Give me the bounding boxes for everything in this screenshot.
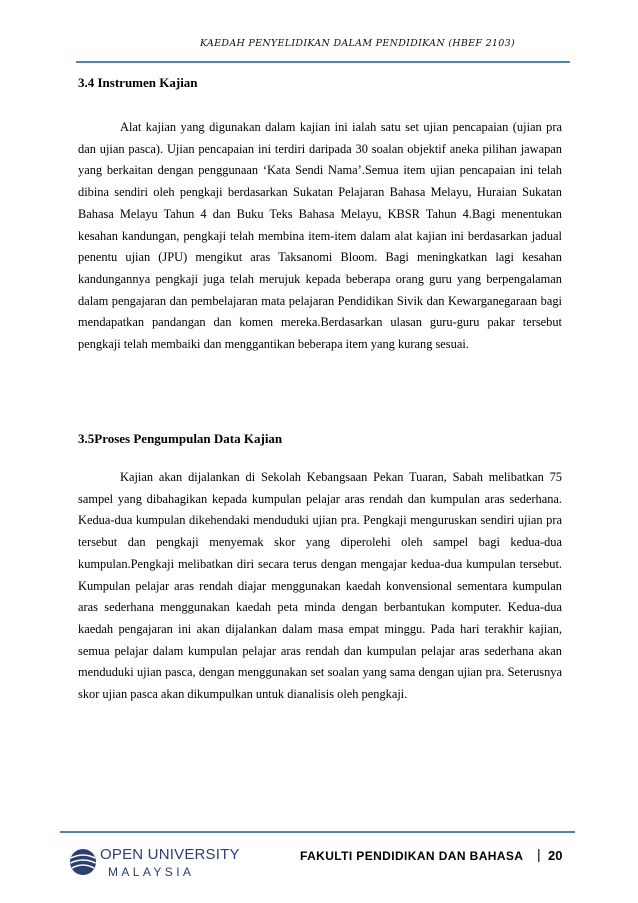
section-heading-3-5: 3.5Proses Pengumpulan Data Kajian: [78, 431, 283, 446]
globe-icon: [68, 847, 98, 877]
logo-text-open-university: OPEN UNIVERSITY: [100, 846, 240, 863]
footer-separator: |: [537, 846, 541, 862]
footer-rule: [60, 831, 575, 833]
section-paragraph-3-5: Kajian akan dijalankan di Sekolah Kebangsaan Pekan Tuaran, Sabah melibatkan 75 sampel yang dibahagikan kepada kumpulan pelajar aras rendah dan kumpulan aras sederhana. Kedua-dua kumpulan dikehendaki menduduki ujian pra. Pengkaji menguruskan sendiri ujian pra tersebut dan pengkaji menyemak skor yang diperolehi oleh sampel bagi kedua-dua kumpulan.Pengkaji melibatkan diri secara terus dengan mengajar kedua-dua kumpulan tersebut. Kumpulan pelajar aras rendah diajar menggunakan kaedah konvensional sementara kumpulan aras sederhana menggunakan kaedah peta minda dengan berbantukan komputer. Kedua-dua kaedah pengajaran ini akan dijalankan dalam masa empat minggu. Pada hari terakhir kajian, semua pelajar dalam kumpulan pelajar aras rendah dan kumpulan pelajar aras sederhana akan menduduki ujian pasca, dengan menggunakan set soalan yang sama dengan ujian pra. Seterusnya skor ujian pasca akan dikumpulkan untuk dianalisis oleh pengkaji.: [78, 470, 562, 702]
logo-text-malaysia: MALAYSIA: [108, 865, 195, 879]
section-paragraph-3-4: Alat kajian yang digunakan dalam kajian ini ialah satu set ujian pencapaian (ujian pra dan ujian pasca). Ujian pencapaian ini terdiri daripada 30 soalan objektif aneka pilihan jawapan yang berkaitan dengan penggunaan ‘Kata Sendi Nama’.Semua item ujian pencapaian ini telah dibina sendiri oleh pengkaji berdasarkan Sukatan Pelajaran Bahasa Melayu, Huraian Sukatan Bahasa Melayu Tahun 4 dan Buku Teks Bahasa Melayu, KBSR Tahun 4.Bagi menentukan kesahan kandungan, pengkaji telah membina item-item dalam alat kajian ini berdasarkan jadual penentu ujian (JPU) mengikut aras Taksanomi Bloom. Bagi meningkatkan lagi kesahan kandungannya pengkaji juga telah merujuk kepada beberapa orang guru yang berpengalaman dalam pengajaran dan pembelajaran mata pelajaran Pendidikan Sivik dan Kewarganegaraan bagi mendapatkan pandangan dan komen mereka.Berdasarkan ulasan guru-guru pakar tersebut pengkaji telah membaiki dan menggantikan beberapa item yang kurang sesuai.: [78, 120, 562, 352]
open-university-logo: [68, 845, 248, 881]
header-title: KAEDAH PENYELIDIKAN DALAM PENDIDIKAN (HBEF 2103): [200, 38, 515, 49]
header-rule: [76, 61, 570, 63]
section-heading-3-4: 3.4 Instrumen Kajian: [78, 75, 198, 90]
page-number: 20: [548, 848, 563, 863]
footer-faculty-name: FAKULTI PENDIDIKAN DAN BAHASA: [300, 849, 524, 863]
